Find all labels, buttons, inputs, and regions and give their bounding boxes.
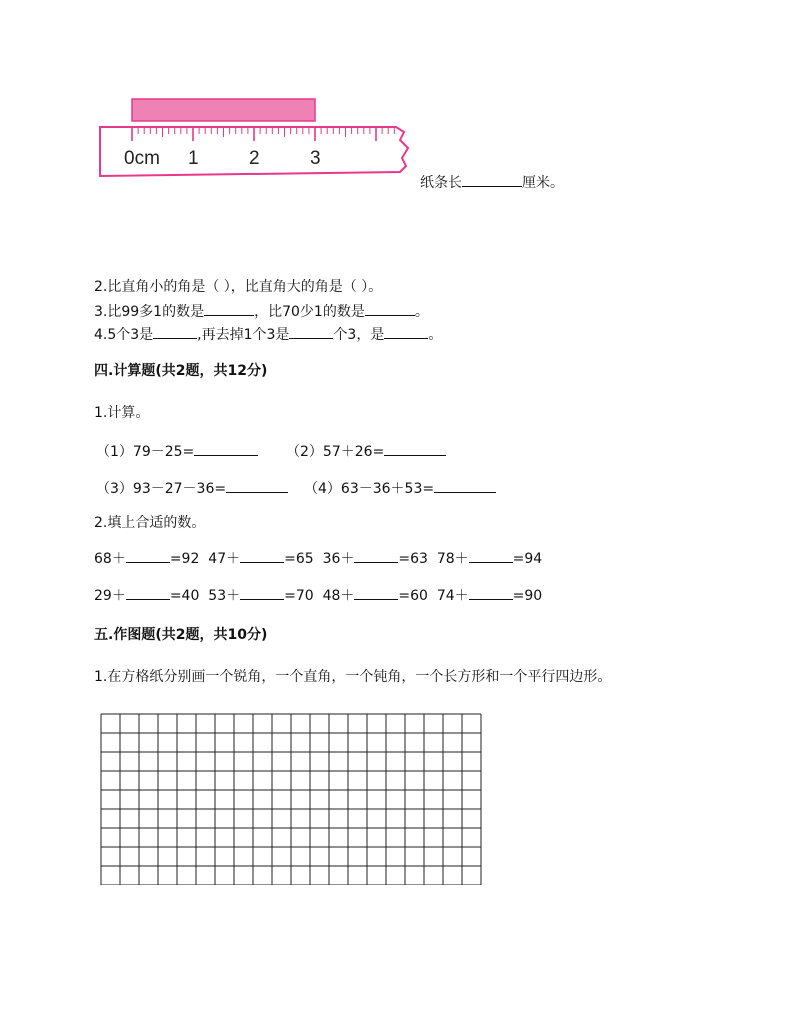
question-2: 2.比直角小的角是（ ），比直角大的角是（ ）。 (94, 279, 383, 295)
grid-paper[interactable] (100, 713, 486, 885)
section-5-title: 五.作图题(共2题，共10分) (94, 627, 268, 643)
question-4: 4.5个3是 ,再去掉1个3是 个3，是 。 (94, 324, 442, 344)
fill-question-title: 2.填上合适的数。 (94, 515, 206, 531)
ruler-label-2: 2 (249, 148, 260, 169)
answer-blank[interactable] (365, 301, 415, 316)
answer-blank[interactable] (194, 441, 258, 456)
fill-row-2: 29＋ =40 53＋ =70 48＋ =60 74＋ =90 (94, 585, 542, 605)
ruler-label-0: 0cm (124, 148, 160, 169)
answer-blank[interactable] (204, 301, 254, 316)
calc-question-title: 1.计算。 (94, 405, 150, 421)
answer-blank[interactable] (126, 548, 170, 563)
calc-item-1: （1）79－25= (96, 441, 258, 461)
answer-blank[interactable] (384, 441, 446, 456)
strip-length-suffix: 厘米。 (522, 175, 564, 191)
strip-length-question (420, 172, 564, 192)
answer-blank[interactable] (226, 478, 288, 493)
grid-lines (101, 714, 481, 885)
fill-row-1: 68＋ =92 47＋ =65 36＋ =63 78＋ =94 (94, 548, 542, 568)
answer-blank[interactable] (384, 324, 428, 339)
answer-blank[interactable] (434, 478, 496, 493)
answer-blank[interactable] (289, 324, 333, 339)
answer-blank[interactable] (354, 548, 398, 563)
calc-item-2: （2）57＋26= (286, 441, 446, 461)
answer-blank[interactable] (354, 585, 398, 600)
calc-item-4: （4）63－36＋53= (304, 478, 496, 498)
drawing-question: 1.在方格纸分别画一个锐角，一个直角，一个钝角，一个长方形和一个平行四边形。 (94, 669, 612, 685)
question-3: 3.比99多1的数是 ，比70少1的数是 。 (94, 301, 429, 321)
paper-strip (132, 99, 315, 121)
ruler-label-1: 1 (188, 148, 199, 169)
answer-blank[interactable] (153, 324, 197, 339)
section-4-title: 四.计算题(共2题，共12分) (94, 363, 268, 379)
ruler-figure (96, 96, 426, 182)
answer-blank[interactable] (469, 585, 513, 600)
answer-blank[interactable] (462, 172, 522, 187)
answer-blank[interactable] (126, 585, 170, 600)
ruler-label-3: 3 (310, 148, 321, 169)
strip-length-prefix: 纸条长 (420, 175, 462, 191)
answer-blank[interactable] (240, 585, 284, 600)
calc-item-3: （3）93－27－36= (96, 478, 288, 498)
answer-blank[interactable] (469, 548, 513, 563)
answer-blank[interactable] (240, 548, 284, 563)
